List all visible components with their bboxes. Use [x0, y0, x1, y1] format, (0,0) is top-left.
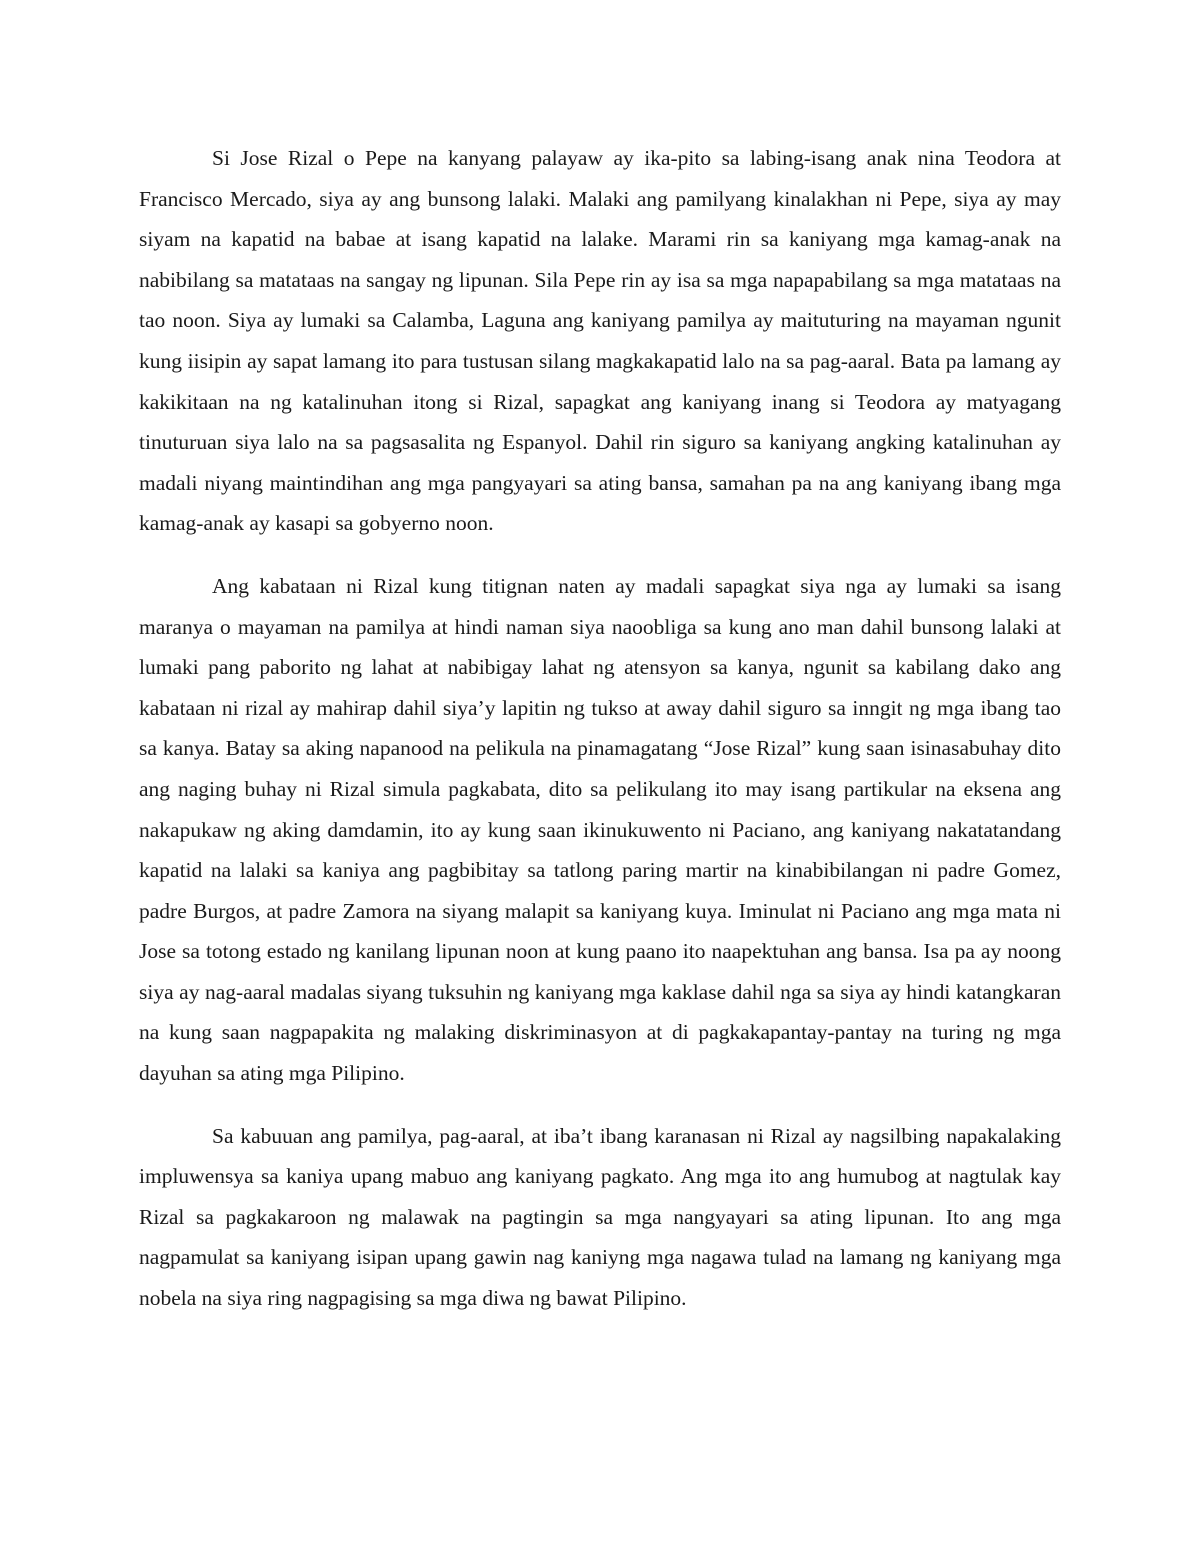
paragraph-1: Si Jose Rizal o Pepe na kanyang palayaw ay ika-pito sa labing-isang anak nina Teodora at Francisco Mercado, siya ay ang bunsong lalaki. Malaki ang pamilyang kinalakhan ni Pepe, siya ay may siyam na kapatid na babae at isang kapatid na lalake. Marami rin sa kaniyang mga kamag-anak na nabibilang sa matataas na sangay ng lipunan. Sila Pepe rin ay isa sa mga napapabilang sa mga matataas na tao noon. Siya ay lumaki sa Calamba, Laguna ang kaniyang pamilya ay maituturing na mayaman ngunit kung iisipin ay sapat lamang ito para tustusan silang magkakapatid lalo na sa pag-aaral. Bata pa lamang ay kakikitaan na ng katalinuhan itong si Rizal, sapagkat ang kaniyang inang si Teodora ay matyagang tinuturuan siya lalo na sa pagsasalita ng Espanyol. Dahil rin siguro sa kaniyang angking katalinuhan ay madali niyang maintindihan ang mga pangyayari sa ating bansa, samahan pa na ang kaniyang ibang mga kamag-anak ay kasapi sa gobyerno noon.	[139, 146, 1061, 536]
document-body	[139, 138, 1061, 1319]
paragraph-3: Sa kabuuan ang pamilya, pag-aaral, at iba’t ibang karanasan ni Rizal ay nagsilbing napakalaking impluwensya sa kaniya upang mabuo ang kaniyang pagkato. Ang mga ito ang humubog at nagtulak kay Rizal sa pagkakaroon ng malawak na pagtingin sa mga nangyayari sa ating lipunan. Ito ang mga nagpamulat sa kaniyang isipan upang gawin nag kaniyng mga nagawa tulad na lamang ng kaniyang mga nobela na siya ring nagpagising sa mga diwa ng bawat Pilipino.	[139, 1123, 1061, 1311]
paragraph-2: Ang kabataan ni Rizal kung titignan naten ay madali sapagkat siya nga ay lumaki sa isang maranya o mayaman na pamilya at hindi naman siya naoobliga sa kung ano man dahil bunsong lalaki at lumaki pang paborito ng lahat at nabibigay lahat ng atensyon sa kanya, ngunit sa kabilang dako ang kabataan ni rizal ay mahirap dahil siya’y lapitin ng tukso at away dahil siguro sa inngit ng mga ibang tao sa kanya. Batay sa aking napanood na pelikula na pinamagatang “Jose Rizal” kung saan isinasabuhay dito ang naging buhay ni Rizal simula pagkabata, dito sa pelikulang ito may isang partikular na eksena ang nakapukaw ng aking damdamin, ito ay kung saan ikinukuwento ni Paciano, ang kaniyang nakatatandang kapatid na lalaki sa kaniya ang pagbibitay sa tatlong paring martir na kinabibilangan ni padre Gomez, padre Burgos, at padre Zamora na siyang malapit sa kaniyang kuya. Iminulat ni Paciano ang mga mata ni Jose sa totong estado ng kanilang lipunan noon at kung paano ito naapektuhan ang bansa. Isa pa ay noong siya ay nag-aaral madalas siyang tuksuhin ng kaniyang mga kaklase dahil nga sa siya ay hindi katangkaran na kung saan nagpapakita ng malaking diskriminasyon at di pagkakapantay-pantay na turing ng mga dayuhan sa ating mga Pilipino.	[139, 573, 1061, 1086]
